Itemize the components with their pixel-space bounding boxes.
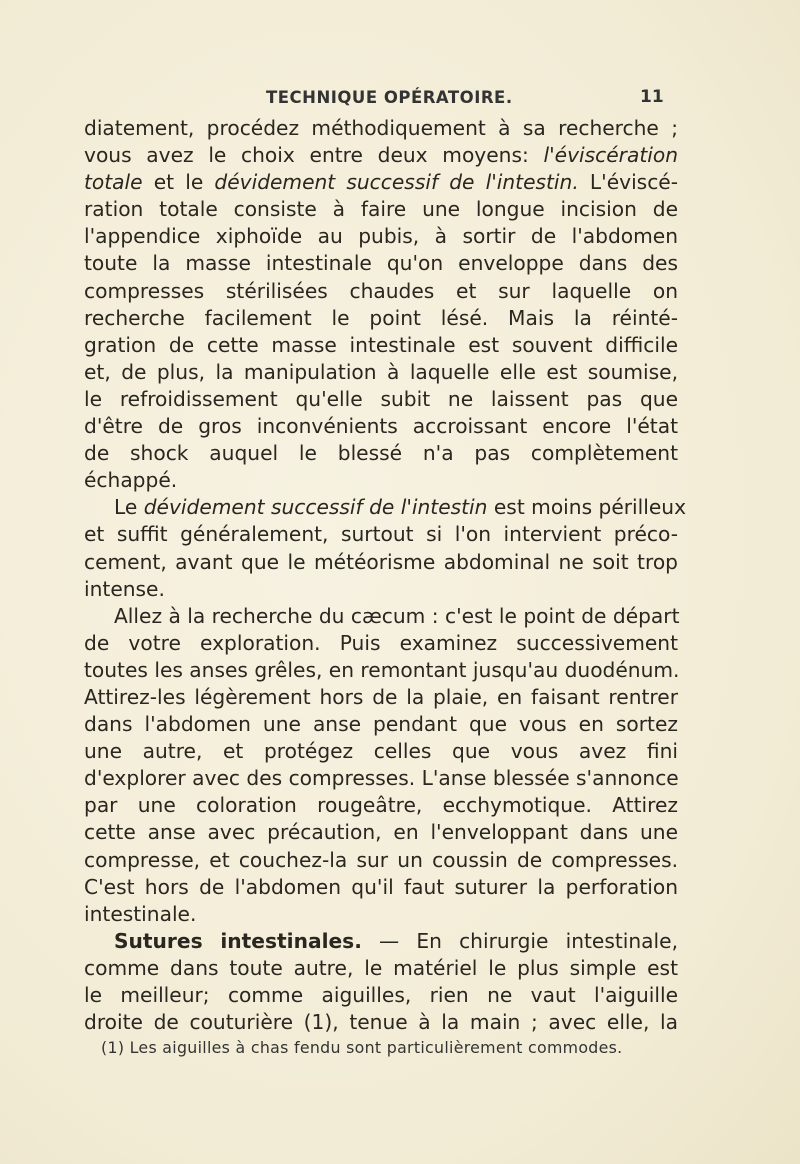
text-line: d'être de gros inconvénients accroissant encore l'état bbox=[84, 414, 678, 439]
text-line: vous avez le choix entre deux moyens: l'éviscération bbox=[84, 143, 678, 168]
page-number: 11 bbox=[640, 87, 664, 107]
text-line: C'est hors de l'abdomen qu'il faut suturer la perforation bbox=[84, 874, 678, 899]
text-line: Allez à la recherche du cæcum : c'est le point de départ bbox=[114, 603, 680, 628]
text-line: intense. bbox=[84, 576, 165, 601]
footnote: (1) Les aiguilles à chas fendu sont particulièrement commodes. bbox=[101, 1038, 623, 1057]
text-line: toute la masse intestinale qu'on enveloppe dans des bbox=[84, 251, 678, 276]
text-line: le meilleur; comme aiguilles, rien ne vaut l'aiguille bbox=[84, 983, 678, 1007]
text-line: une autre, et protégez celles que vous avez fini bbox=[84, 739, 678, 764]
body-text bbox=[84, 115, 687, 1036]
text-line: de shock auquel le blessé n'a pas complètement bbox=[84, 441, 678, 466]
text-line: l'appendice xiphoïde au pubis, à sortir de l'abdomen bbox=[84, 224, 678, 249]
text-line: et suffit généralement, surtout si l'on intervient préco- bbox=[84, 522, 678, 547]
text-line: gration de cette masse intestinale est souvent difficile bbox=[84, 332, 678, 357]
text-line: compresses stérilisées chaudes et sur laquelle on bbox=[84, 278, 678, 303]
text-line: par une coloration rougeâtre, ecchymotique. Attirez bbox=[84, 793, 678, 818]
text-line: le refroidissement qu'elle subit ne laissent pas que bbox=[84, 386, 678, 411]
text-line: de votre exploration. Puis examinez successivement bbox=[84, 630, 678, 655]
text-line: d'explorer avec des compresses. L'anse blessée s'annonce bbox=[84, 766, 679, 791]
text-line: Attirez-les légèrement hors de la plaie, en faisant rentrer bbox=[84, 684, 678, 709]
text-line: dans l'abdomen une anse pendant que vous en sortez bbox=[84, 712, 678, 737]
text-line: compresse, et couchez-la sur un coussin de compresses. bbox=[84, 847, 678, 872]
text-line: cette anse avec précaution, en l'enveloppant dans une bbox=[84, 820, 678, 845]
text-line: droite de couturière (1), tenue à la main ; avec elle, la bbox=[84, 1010, 678, 1035]
text-line: intestinale. bbox=[84, 901, 197, 926]
text-line: et, de plus, la manipulation à laquelle elle est soumise, bbox=[84, 359, 678, 384]
text-line: toutes les anses grêles, en remontant jusqu'au duodénum. bbox=[84, 657, 680, 682]
text-line: cement, avant que le météorisme abdominal ne soit trop bbox=[84, 549, 678, 574]
text-line: Sutures intestinales. — En chirurgie intestinale, bbox=[114, 928, 678, 953]
text-line: totale et le dévidement successif de l'intestin. L'éviscé- bbox=[84, 170, 678, 195]
text-line: diatement, procédez méthodiquement à sa recherche ; bbox=[84, 116, 678, 140]
text-line: échappé. bbox=[84, 468, 178, 493]
text-line: Le dévidement successif de l'intestin est moins périlleux bbox=[114, 495, 687, 520]
page-header bbox=[0, 88, 800, 112]
text-line: comme dans toute autre, le matériel le plus simple est bbox=[84, 955, 678, 980]
section-heading: Sutures intestinales. bbox=[114, 928, 362, 953]
text-line: ration totale consiste à faire une longue incision de bbox=[84, 197, 678, 222]
running-title: TECHNIQUE OPÉRATOIRE. bbox=[266, 88, 513, 107]
text-line: recherche facilement le point lésé. Mais la réinté- bbox=[84, 305, 678, 330]
